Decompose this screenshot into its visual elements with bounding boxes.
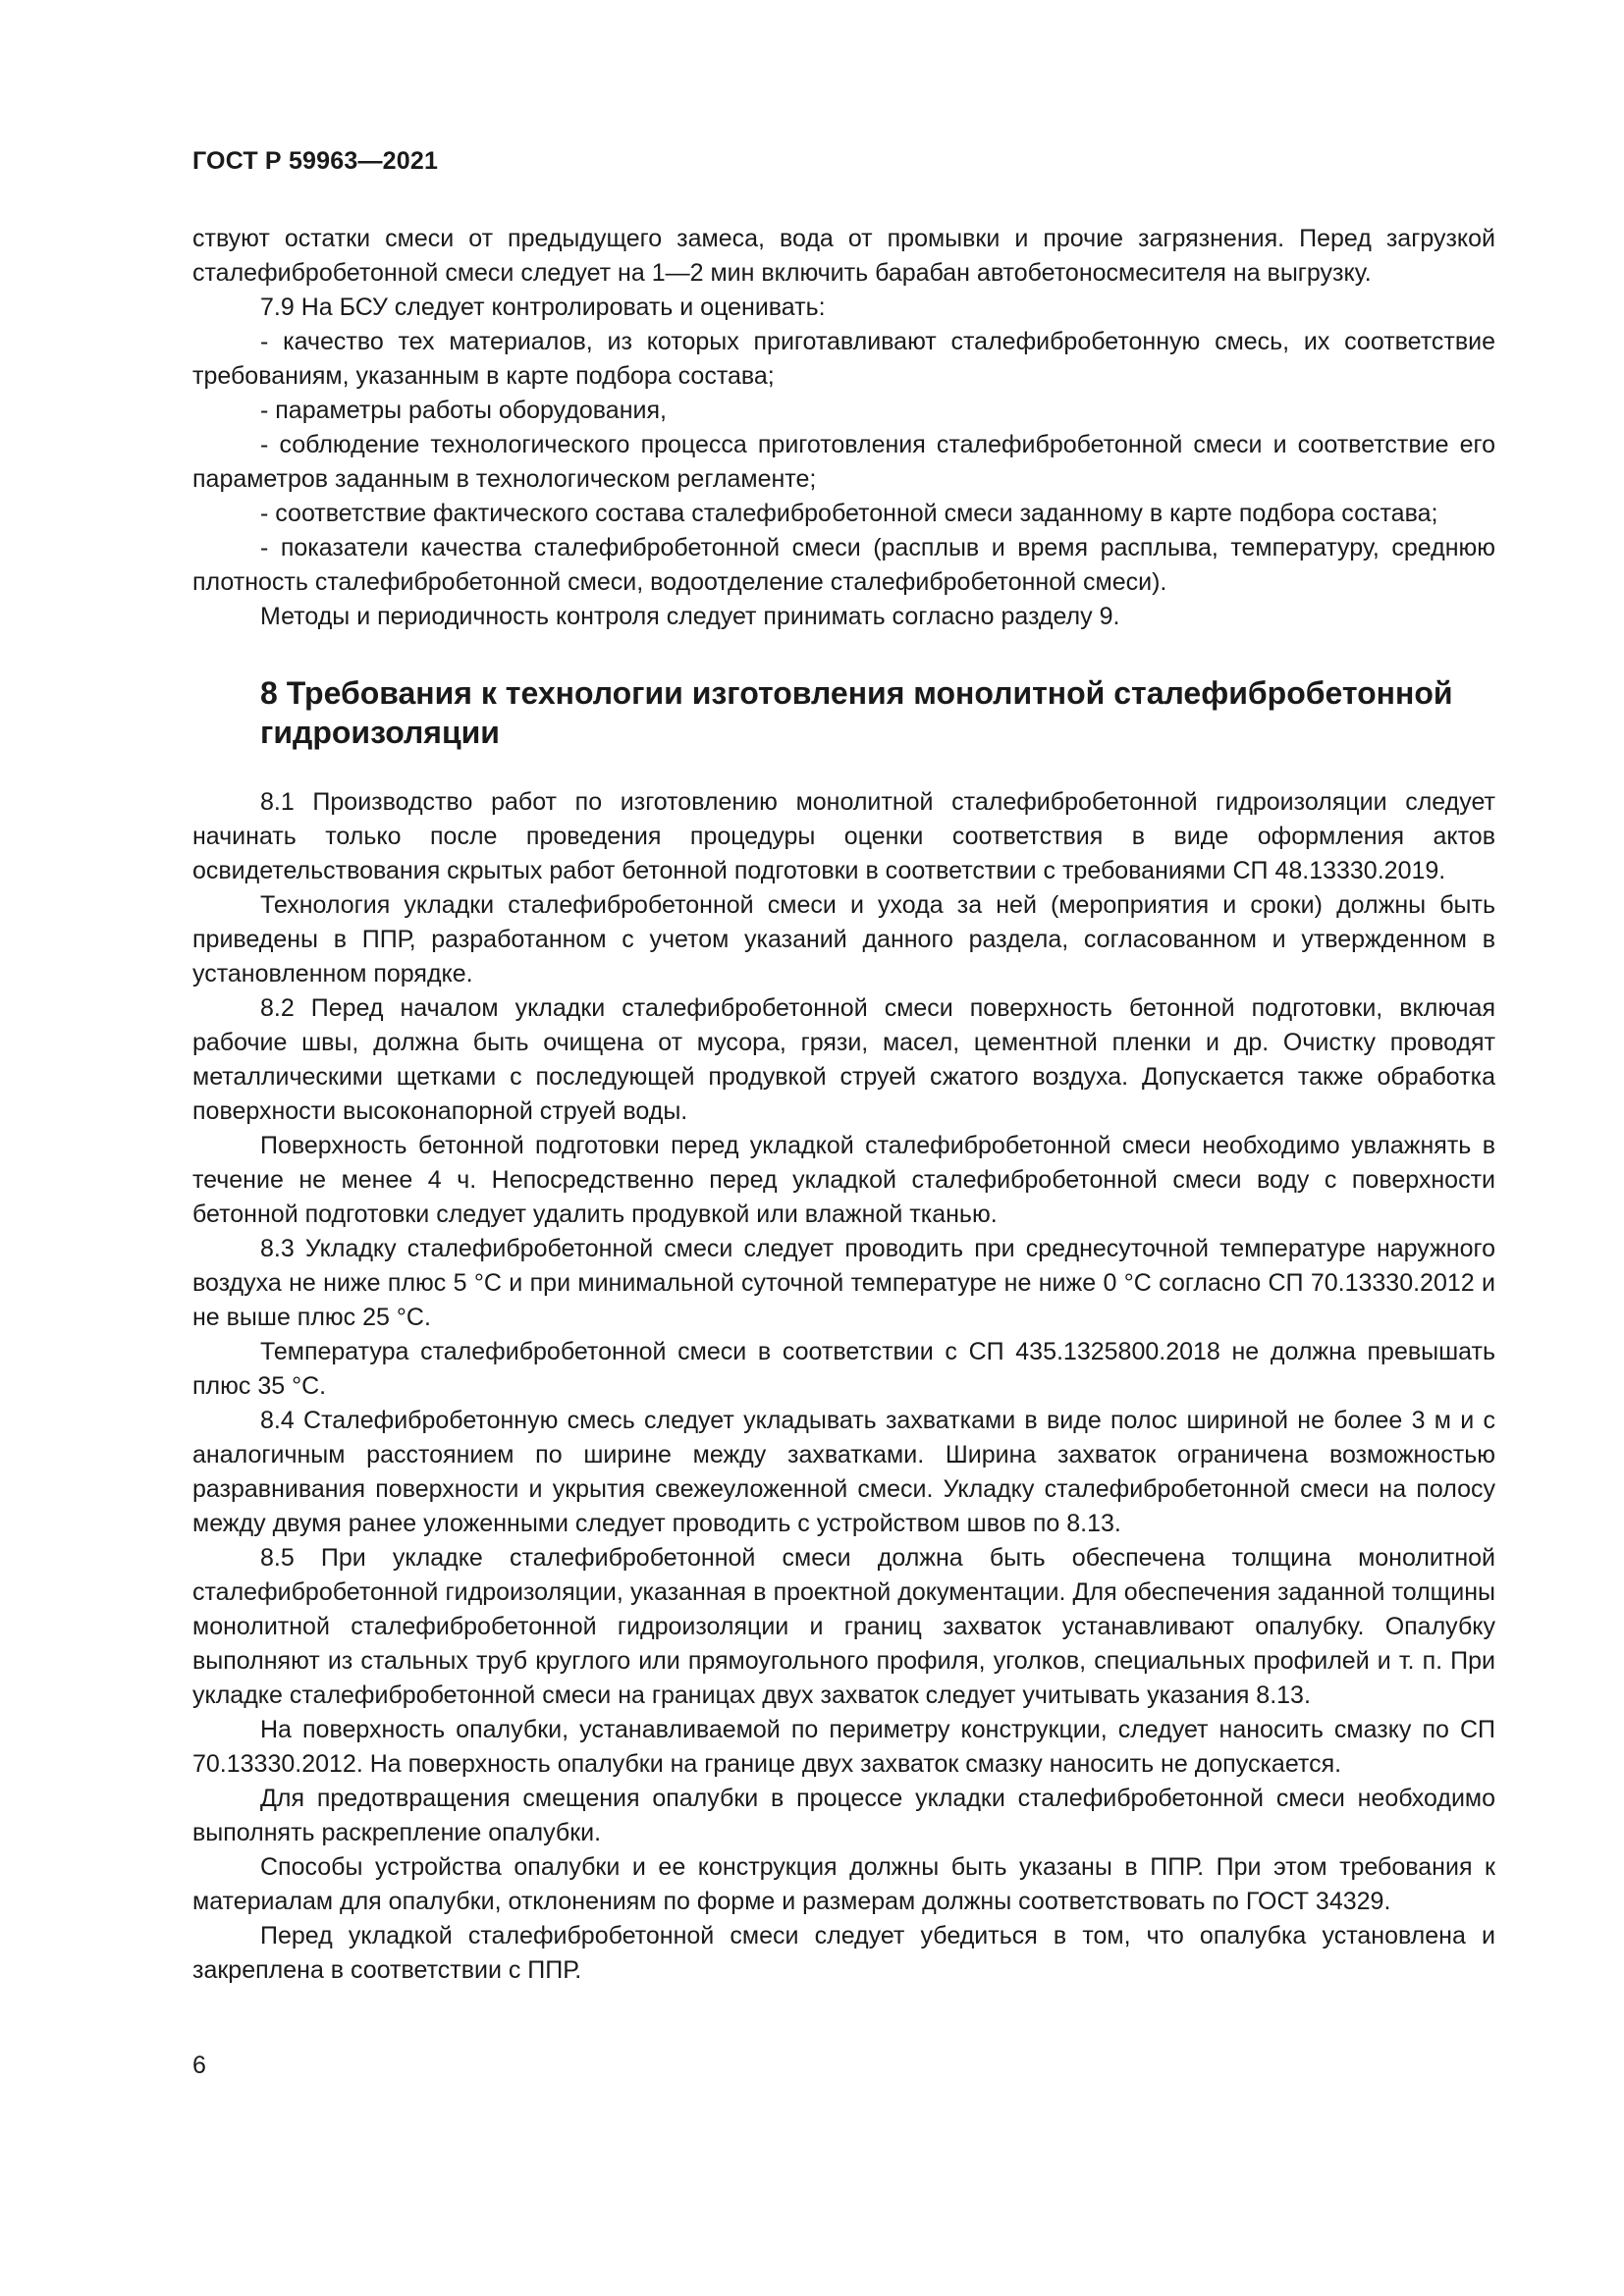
paragraph-bracing: Для предотвращения смещения опалубки в процессе укладки сталефибробетонной смеси необходимо выполнять раскрепление опалубки. [192,1785,1495,1846]
list-item-materials: - качество тех материалов, из которых приготавливают сталефибробетонную смесь, их соответствие требованиям, указанным в карте подбора состава; [192,328,1495,390]
paragraph-8-3: 8.3 Укладку сталефибробетонной смеси следует проводить при среднесуточной температуре наружного воздуха не ниже плюс 5 °С и при минимальной суточной температуре не ниже 0 °С согласно СП 70.13330.2012 и не выше плюс 25 °С. [192,1235,1495,1331]
paragraph-8-5: 8.5 При укладке сталефибробетонной смеси должна быть обеспечена толщина монолитной сталефибробетонной гидроизоляции, указанная в проектной документации. Для обеспечения заданной толщины монолитной сталефибробетонной гидроизоляции и границ захваток устанавливают опалубку. Опалубку выполняют из стальных труб круглого или прямоугольного профиля, уголков, специальных профилей и т. п. При укладке сталефибробетонной смеси на границах двух захваток следует учитывать указания 8.13. [192,1544,1495,1709]
section-8-title: 8 Требования к технологии изготовления монолитной сталефибробетонной гидроизоляции [260,675,1453,750]
paragraph-8-1: 8.1 Производство работ по изготовлению монолитной сталефибробетонной гидроизоляции следует начинать только после проведения процедуры оценки соответствия в виде оформления актов освидетельствования скрытых работ бетонной подготовки в соответствии с требованиями СП 48.13330.2019. [192,788,1495,884]
paragraph-formwork-methods: Способы устройства опалубки и ее конструкция должны быть указаны в ППР. При этом требования к материалам для опалубки, отклонениям по форме и размерам должны соответствовать по ГОСТ 34329. [192,1853,1495,1915]
paragraph-mix-temperature: Температура сталефибробетонной смеси в соответствии с СП 435.1325800.2018 не должна превышать плюс 35 °С. [192,1338,1495,1400]
paragraph-8-2: 8.2 Перед началом укладки сталефибробетонной смеси поверхность бетонной подготовки, включая рабочие швы, должна быть очищена от мусора, грязи, масел, цементной пленки и др. Очистку проводят металлическими щетками с последующей продувкой струей сжатого воздуха. Допускается также обработка поверхности высоконапорной струей воды. [192,994,1495,1125]
list-item-composition: - соответствие фактического состава сталефибробетонной смеси заданному в карте подбора состава; [260,500,1438,527]
page-number: 6 [192,2052,206,2079]
paragraph-technology: Технология укладки сталефибробетонной смеси и ухода за ней (мероприятия и сроки) должны быть приведены в ППР, разработанном с учетом указаний данного раздела, согласованном и утвержденном в установленном порядке. [192,891,1495,988]
paragraph-formwork-check: Перед укладкой сталефибробетонной смеси следует убедиться в том, что опалубка установлена и закреплена в соответствии с ППР. [192,1922,1495,1984]
paragraph-lubricant: На поверхность опалубки, устанавливаемой по периметру конструкции, следует наносить смазку по СП 70.13330.2012. На поверхность опалубки на границе двух захваток смазку наносить не допускается. [192,1716,1495,1778]
list-item-equipment: - параметры работы оборудования, [260,397,667,424]
document-body [192,222,1495,1988]
paragraph-8-4: 8.4 Сталефибробетонную смесь следует укладывать захватками в виде полос шириной не более 3 м и с аналогичным расстоянием по ширине между захватками. Ширина захваток ограничена возможностью разравнивания поверхности и укрытия свежеуложенной смеси. Укладку сталефибробетонной смеси на полосу между двумя ранее уложенными следует проводить с устройством швов по 8.13. [192,1407,1495,1537]
paragraph-moistening: Поверхность бетонной подготовки перед укладкой сталефибробетонной смеси необходимо увлажнять в течение не менее 4 ч. Непосредственно перед укладкой сталефибробетонной смеси воду с поверхности бетонной подготовки следует удалить продувкой или влажной тканью. [192,1132,1495,1228]
list-item-process: - соблюдение технологического процесса приготовления сталефибробетонной смеси и соответствие его параметров заданным в технологическом регламенте; [192,431,1495,493]
paragraph-control-methods: Методы и периодичность контроля следует принимать согласно разделу 9. [260,603,1120,630]
document-id-header: ГОСТ Р 59963—2021 [192,147,439,175]
paragraph-7-9: 7.9 На БСУ следует контролировать и оценивать: [260,294,826,321]
paragraph-continuation: ствуют остатки смеси от предыдущего замеса, вода от промывки и прочие загрязнения. Перед загрузкой сталефибробетонной смеси следует на 1—2 мин включить барабан автобетоносмесителя на выгрузку. [192,225,1495,287]
list-item-quality: - показатели качества сталефибробетонной смеси (расплыв и время расплыва, температуру, среднюю плотность сталефибробетонной смеси, водоотделение сталефибробетонной смеси). [192,534,1495,596]
